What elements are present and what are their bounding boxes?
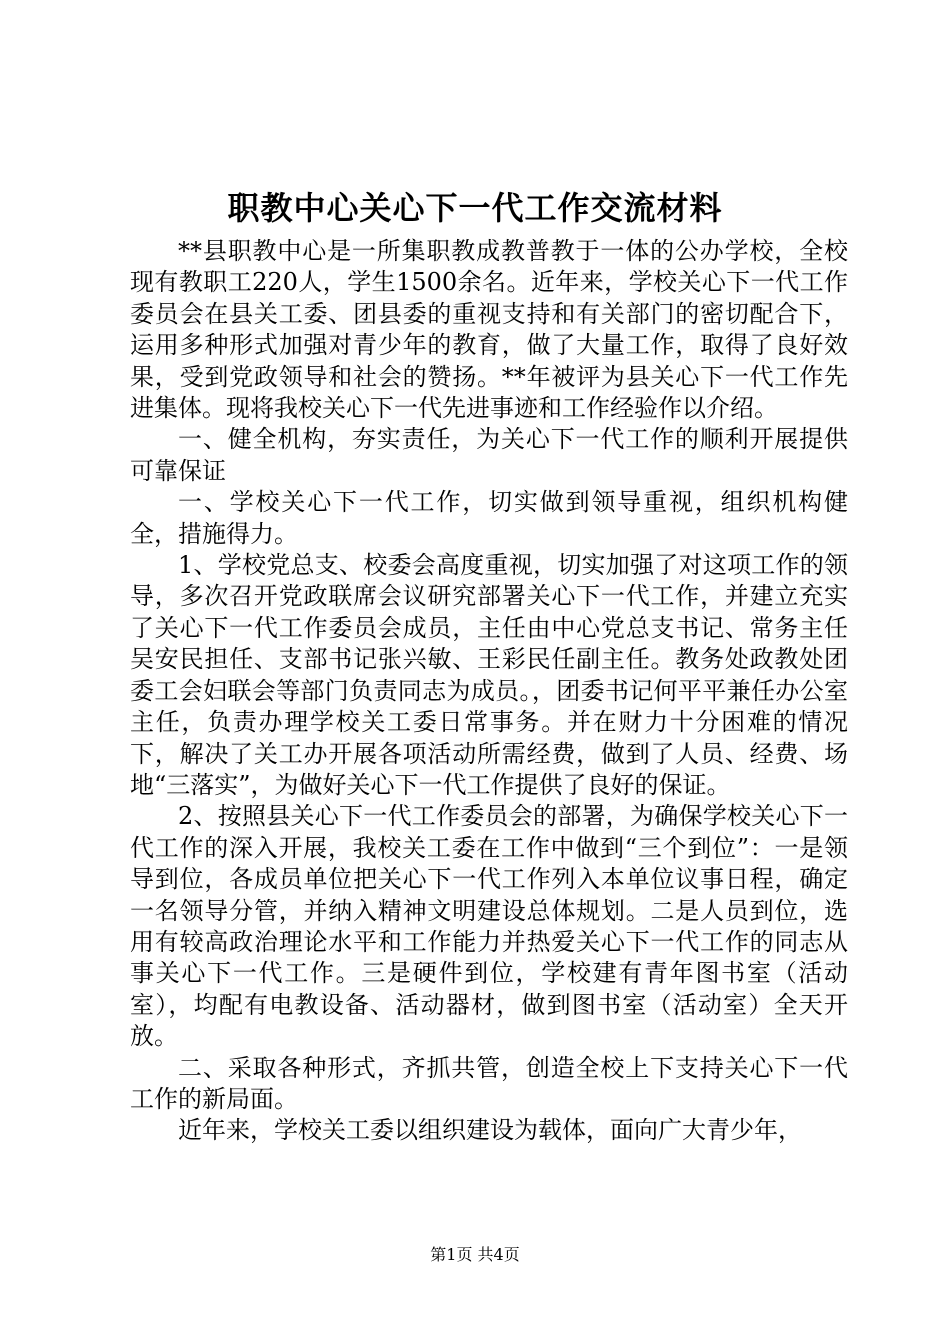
section-heading-1: 一、健全机构，夯实责任，为关心下一代工作的顺利开展提供可靠保证 <box>130 425 848 485</box>
paragraph-item-1: 1、学校党总支、校委会高度重视，切实加强了对这项工作的领导，多次召开党政联席会议研究部署关心下一代工作，并建立充实了关心下一代工作委员会成员，主任由中心党总支书记、常务主任吴安民担任、支部书记张兴敏、王彩民任副主任。教务处政教处团委工会妇联会等部门负责同志为成员。，团委书记何平平兼任办公室主任，负责办理学校关工委日常事务。并在财力十分困难的情况下，解决了关工办开展各项活动所需经费，做到了人员、经费、场地“三落实”，为做好关心下一代工作提供了良好的保证。 <box>130 551 848 799</box>
page-number-footer: 第1页 共4页 <box>430 1245 520 1264</box>
paragraph-intro: **县职教中心是一所集职教成教普教于一体的公办学校，全校现有教职工220人，学生1500余名。近年来，学校关心下一代工作委员会在县关工委、团县委的重视支持和有关部门的密切配合下，运用多种形式加强对青少年的教育，做了大量工作，取得了良好效果，受到党政领导和社会的赞扬。**年被评为县关心下一代工作先进集体。现将我校关心下一代先进事迹和工作经验作以介绍。 <box>130 237 848 423</box>
document-body <box>130 236 848 1147</box>
paragraph-continued: 近年来，学校关工委以组织建设为载体，面向广大青少年， <box>178 1116 802 1145</box>
document-title: 职教中心关心下一代工作交流材料 <box>227 189 723 227</box>
subheading-1: 一、学校关心下一代工作，切实做到领导重视，组织机构健全，措施得力。 <box>130 488 848 548</box>
paragraph-item-2: 2、按照县关心下一代工作委员会的部署，为确保学校关心下一代工作的深入开展，我校关工委在工作中做到“三个到位”：一是领导到位，各成员单位把关心下一代工作列入本单位议事日程，确定一名领导分管，并纳入精神文明建设总体规划。二是人员到位，选用有较高政治理论水平和工作能力并热爱关心下一代工作的同志从事关心下一代工作。三是硬件到位，学校建有青年图书室（活动室），均配有电教设备、活动器材，做到图书室（活动室）全天开放。 <box>130 802 848 1051</box>
section-heading-2: 二、采取各种形式，齐抓共管，创造全校上下支持关心下一代工作的新局面。 <box>130 1053 848 1113</box>
